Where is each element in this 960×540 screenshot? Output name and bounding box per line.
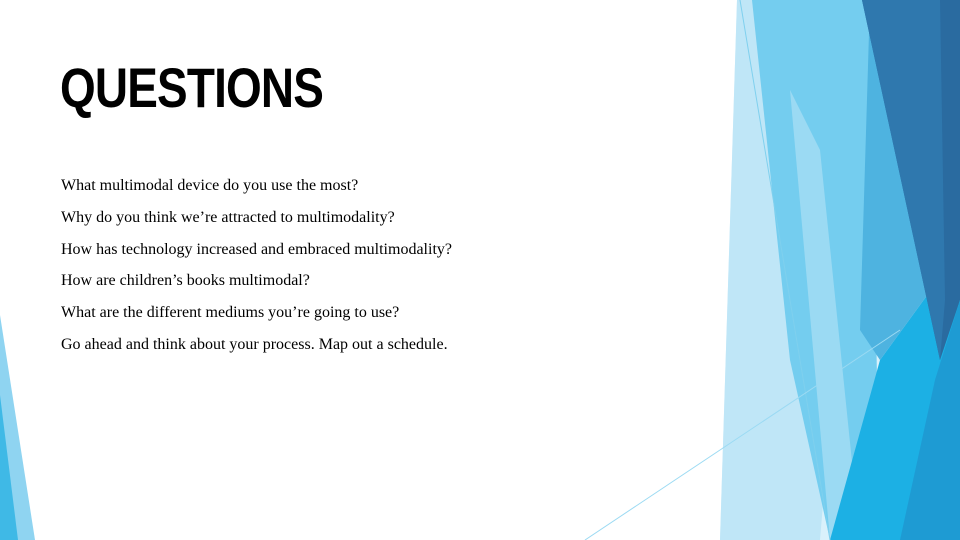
question-item: How has technology increased and embraced multimodality? xyxy=(61,240,452,258)
slide-title: QUESTIONS xyxy=(60,56,324,119)
question-item: Why do you think we’re attracted to multimodality? xyxy=(61,208,395,226)
question-item: What multimodal device do you use the most? xyxy=(61,177,359,194)
question-item: How are children’s books multimodal? xyxy=(61,272,310,290)
question-item: Go ahead and think about your process. Map out a schedule. xyxy=(61,335,448,353)
question-item: What are the different mediums you’re going to use? xyxy=(61,304,400,322)
question-list xyxy=(61,172,452,363)
